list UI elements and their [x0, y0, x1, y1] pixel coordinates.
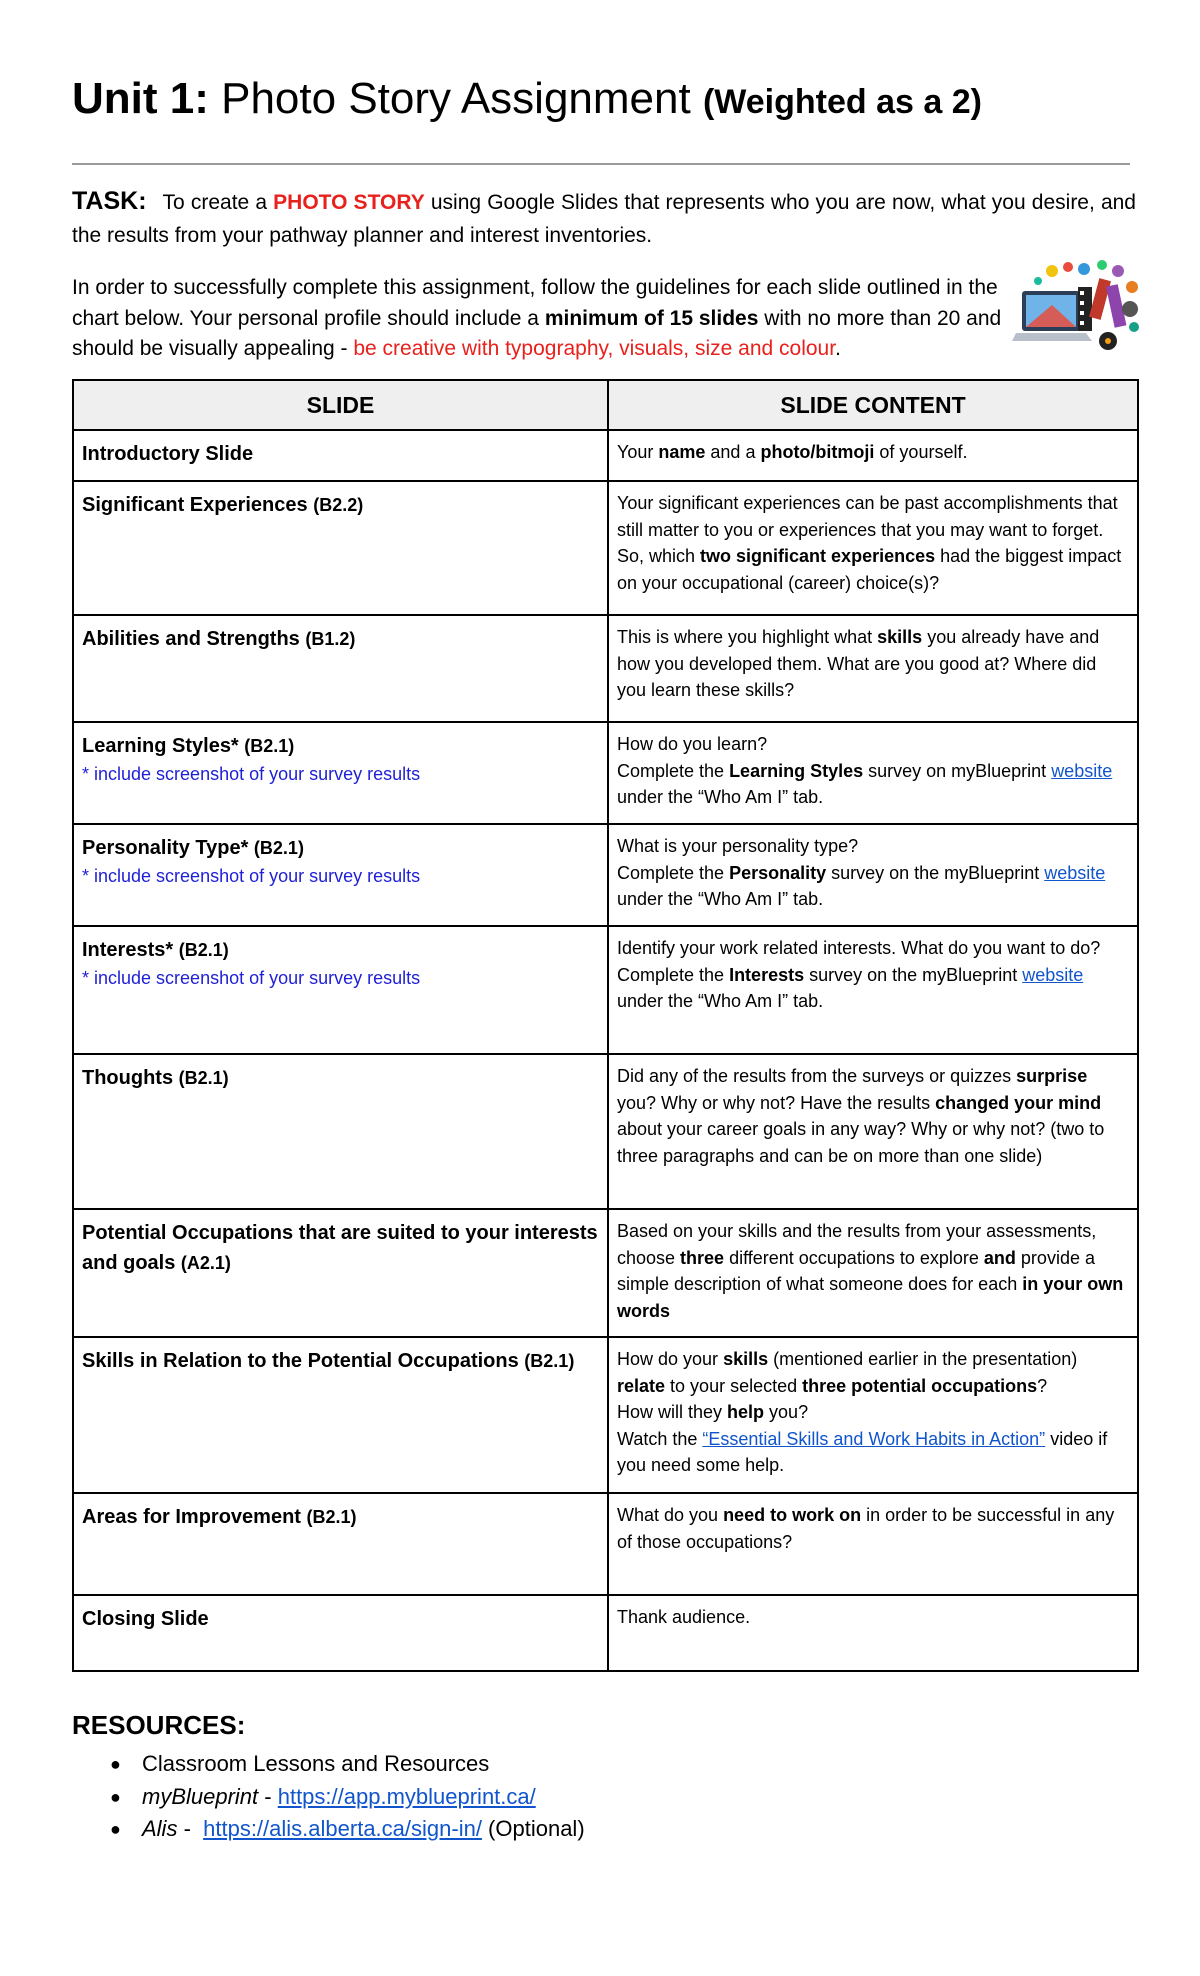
- content-text: had the biggest impact on your occupational (career) choice(s)?: [617, 546, 1122, 593]
- table-header-row: [73, 380, 1138, 430]
- slide-title: Areas for Improvement: [82, 1506, 307, 1528]
- slide-cell: [73, 1595, 608, 1671]
- content-text: Thank audience.: [617, 1607, 751, 1627]
- intro-end: .: [835, 337, 841, 360]
- content-text: Identify your work related interests. What do you want to do?: [617, 938, 1101, 958]
- content-cell: [608, 430, 1138, 481]
- resources-section: [72, 1708, 1136, 1846]
- content-bold: two significant experiences: [700, 546, 936, 567]
- slide-title: Closing Slide: [82, 1608, 209, 1630]
- media-collage-illustration: [1012, 257, 1144, 359]
- task-text-after: using Google Slides that represents who you are now, what you desire, and the results from your pathway planner and interest inventories.: [72, 191, 1136, 247]
- slide-title: Potential Occupations that are suited to your interests and goals: [82, 1222, 598, 1274]
- table-row: [73, 481, 1138, 615]
- title-name: Photo Story Assignment: [208, 74, 703, 123]
- slide-title: Abilities and Strengths: [82, 628, 306, 650]
- content-bold: Learning Styles: [729, 760, 864, 781]
- title-unit: Unit 1:: [72, 74, 209, 123]
- resource-text: Classroom Lessons and Resources: [142, 1751, 490, 1776]
- curriculum-code: (B2.1): [306, 1507, 357, 1527]
- title-weight: (Weighted as a 2): [702, 83, 982, 121]
- curriculum-code: (A2.1): [180, 1253, 231, 1273]
- screenshot-note: * include screenshot of your survey results: [82, 968, 421, 988]
- video-link[interactable]: “Essential Skills and Work Habits in Action”: [702, 1428, 1046, 1449]
- content-bold: surprise: [1016, 1066, 1088, 1086]
- slide-cell: [73, 1493, 608, 1595]
- resource-separator: -: [177, 1816, 204, 1841]
- content-text: ?: [1037, 1375, 1048, 1396]
- content-text: How do your: [617, 1349, 724, 1369]
- table-row: [73, 430, 1138, 481]
- intro-bold: minimum of 15 slides: [544, 306, 759, 330]
- content-text: Watch the: [617, 1428, 703, 1449]
- slide-title: Significant Experiences: [82, 494, 314, 516]
- content-bold: changed your mind: [935, 1092, 1102, 1113]
- content-bold: Interests: [729, 964, 805, 985]
- content-text: you? Why or why not? Have the results: [617, 1092, 936, 1113]
- task-label: TASK:: [72, 187, 147, 215]
- slide-title: Learning Styles*: [82, 735, 245, 757]
- screenshot-note: * include screenshot of your survey results: [82, 764, 421, 784]
- content-text: How will they: [617, 1402, 728, 1423]
- website-link[interactable]: website: [1044, 862, 1106, 883]
- content-bold: skills: [723, 1349, 769, 1369]
- content-text: of yourself.: [874, 442, 968, 462]
- myblueprint-link[interactable]: https://app.myblueprint.ca/: [277, 1783, 536, 1809]
- content-text: (mentioned earlier in the presentation): [768, 1349, 1078, 1369]
- content-bold: skills: [877, 627, 923, 647]
- content-cell: [608, 824, 1138, 926]
- content-text: This is where you highlight what: [617, 627, 878, 647]
- content-text: and a: [705, 442, 761, 462]
- content-text: different occupations to explore: [724, 1247, 984, 1268]
- content-bold: in your own words: [617, 1274, 1124, 1321]
- website-link[interactable]: website: [1022, 964, 1084, 985]
- content-cell: [608, 1054, 1138, 1209]
- alis-link[interactable]: https://alis.alberta.ca/sign-in/: [203, 1816, 482, 1841]
- resources-list: [72, 1748, 1136, 1846]
- content-text: What do you: [617, 1505, 724, 1525]
- content-text: under the “Who Am I” tab.: [617, 889, 824, 910]
- intro-red: be creative with typography, visuals, size and colour: [353, 337, 836, 360]
- table-row: [73, 926, 1138, 1054]
- page-title: [72, 70, 1136, 131]
- bullet-icon: ●: [110, 1754, 121, 1774]
- slide-cell: [73, 722, 608, 824]
- curriculum-code: (B2.1): [524, 1351, 575, 1371]
- task-text-before: To create a: [162, 191, 274, 214]
- resource-name: Alis: [142, 1816, 178, 1841]
- slide-title: Interests*: [82, 939, 179, 961]
- table-row: [73, 1595, 1138, 1671]
- curriculum-code: (B1.2): [305, 629, 356, 649]
- content-text: Your: [617, 442, 659, 462]
- content-cell: [608, 1493, 1138, 1595]
- content-text: Your significant experiences can be past accomplishments that still matter to you or experiences that you may want to forget. So, which: [617, 493, 1118, 567]
- table-row: [73, 615, 1138, 722]
- slide-cell: [73, 1209, 608, 1337]
- content-text: to your selected: [665, 1375, 803, 1396]
- content-text: Complete the: [617, 862, 730, 883]
- content-text: about your career goals in any way? Why or why not? (two to three paragraphs and can be on more than one slide): [617, 1119, 1105, 1166]
- curriculum-code: (B2.1): [178, 1068, 229, 1088]
- website-link[interactable]: website: [1051, 760, 1113, 781]
- content-cell: [608, 722, 1138, 824]
- slide-title: Skills in Relation to the Potential Occupations: [82, 1350, 525, 1372]
- header-slide: SLIDE: [73, 380, 608, 430]
- resource-optional: (Optional): [481, 1816, 585, 1841]
- content-text: How do you learn?: [617, 734, 768, 754]
- table-row: [73, 1337, 1138, 1493]
- content-text: under the “Who Am I” tab.: [617, 787, 824, 808]
- content-text: Complete the: [617, 964, 730, 985]
- table-row: [73, 1209, 1138, 1337]
- content-cell: [608, 1209, 1138, 1337]
- table-row: [73, 824, 1138, 926]
- intro-part1: In order to successfully complete this assignment, follow the guidelines for each slide outlined in the chart below. Your personal profile should include a: [72, 276, 998, 330]
- slide-title: Thoughts: [82, 1067, 179, 1089]
- content-bold: relate: [617, 1375, 666, 1396]
- content-cell: [608, 926, 1138, 1054]
- bullet-icon: ●: [110, 1819, 121, 1839]
- list-item: [72, 1781, 1136, 1814]
- content-text: provide a simple description of what someone does for each: [617, 1247, 1095, 1295]
- list-item: [72, 1748, 1136, 1781]
- slide-title: Personality Type*: [82, 837, 254, 859]
- content-bold: three: [680, 1247, 725, 1268]
- content-bold: name: [658, 442, 706, 462]
- content-cell: [608, 615, 1138, 722]
- content-text: survey on myBlueprint: [863, 760, 1052, 781]
- resources-heading: RESOURCES:: [72, 1710, 246, 1740]
- list-item: [72, 1813, 1136, 1846]
- content-text: What is your personality type?: [617, 836, 859, 856]
- table-row: [73, 1054, 1138, 1209]
- content-text: you already have and how you developed them. What are you good at? Where did you learn these skills?: [617, 627, 1100, 701]
- content-bold: need to work on: [723, 1505, 862, 1525]
- content-text: survey on the myBlueprint: [804, 964, 1023, 985]
- content-text: video if you need some help.: [617, 1428, 1108, 1476]
- curriculum-code: (B2.1): [178, 940, 229, 960]
- curriculum-code: (B2.1): [253, 838, 304, 858]
- table-row: [73, 1493, 1138, 1595]
- intro-paragraph: [72, 273, 1012, 365]
- slide-cell: [73, 1054, 608, 1209]
- slide-guidelines-table: [72, 379, 1139, 1672]
- screenshot-note: * include screenshot of your survey results: [82, 866, 421, 886]
- slide-cell: [73, 824, 608, 926]
- curriculum-code: (B2.2): [313, 495, 364, 515]
- content-text: survey on the myBlueprint: [826, 862, 1045, 883]
- content-cell: [608, 1595, 1138, 1671]
- resource-separator: -: [258, 1783, 278, 1809]
- slide-cell: [73, 430, 608, 481]
- content-text: in order to be successful in any of those occupations?: [617, 1505, 1115, 1552]
- table-row: [73, 722, 1138, 824]
- content-text: Complete the: [617, 760, 730, 781]
- slide-cell: [73, 1337, 608, 1493]
- slide-cell: [73, 481, 608, 615]
- intro-section: [72, 273, 1136, 365]
- slide-cell: [73, 615, 608, 722]
- document-page: [72, 70, 1136, 365]
- slide-title: Introductory Slide: [82, 443, 254, 465]
- content-cell: [608, 481, 1138, 615]
- title-divider: [72, 163, 1130, 165]
- header-slide-content: SLIDE CONTENT: [608, 380, 1138, 430]
- intro-part2: with no more than 20 and should be visually appealing -: [72, 306, 1002, 360]
- resource-name: myBlueprint: [142, 1783, 259, 1809]
- task-highlight: PHOTO STORY: [273, 191, 425, 214]
- content-text: under the “Who Am I” tab.: [617, 991, 824, 1012]
- content-text: Did any of the results from the surveys or quizzes: [617, 1066, 1017, 1086]
- content-text: you?: [764, 1402, 809, 1423]
- content-text: Based on your skills and the results from your assessments, choose: [617, 1221, 1097, 1268]
- content-cell: [608, 1337, 1138, 1493]
- content-bold: Personality: [729, 862, 827, 883]
- content-bold: photo/bitmoji: [760, 442, 875, 462]
- task-paragraph: [72, 185, 1136, 252]
- curriculum-code: (B2.1): [244, 736, 295, 756]
- content-bold: help: [727, 1402, 765, 1423]
- bullet-icon: ●: [110, 1786, 121, 1807]
- slide-cell: [73, 926, 608, 1054]
- content-bold: and: [983, 1247, 1016, 1268]
- content-bold: three potential occupations: [802, 1375, 1038, 1396]
